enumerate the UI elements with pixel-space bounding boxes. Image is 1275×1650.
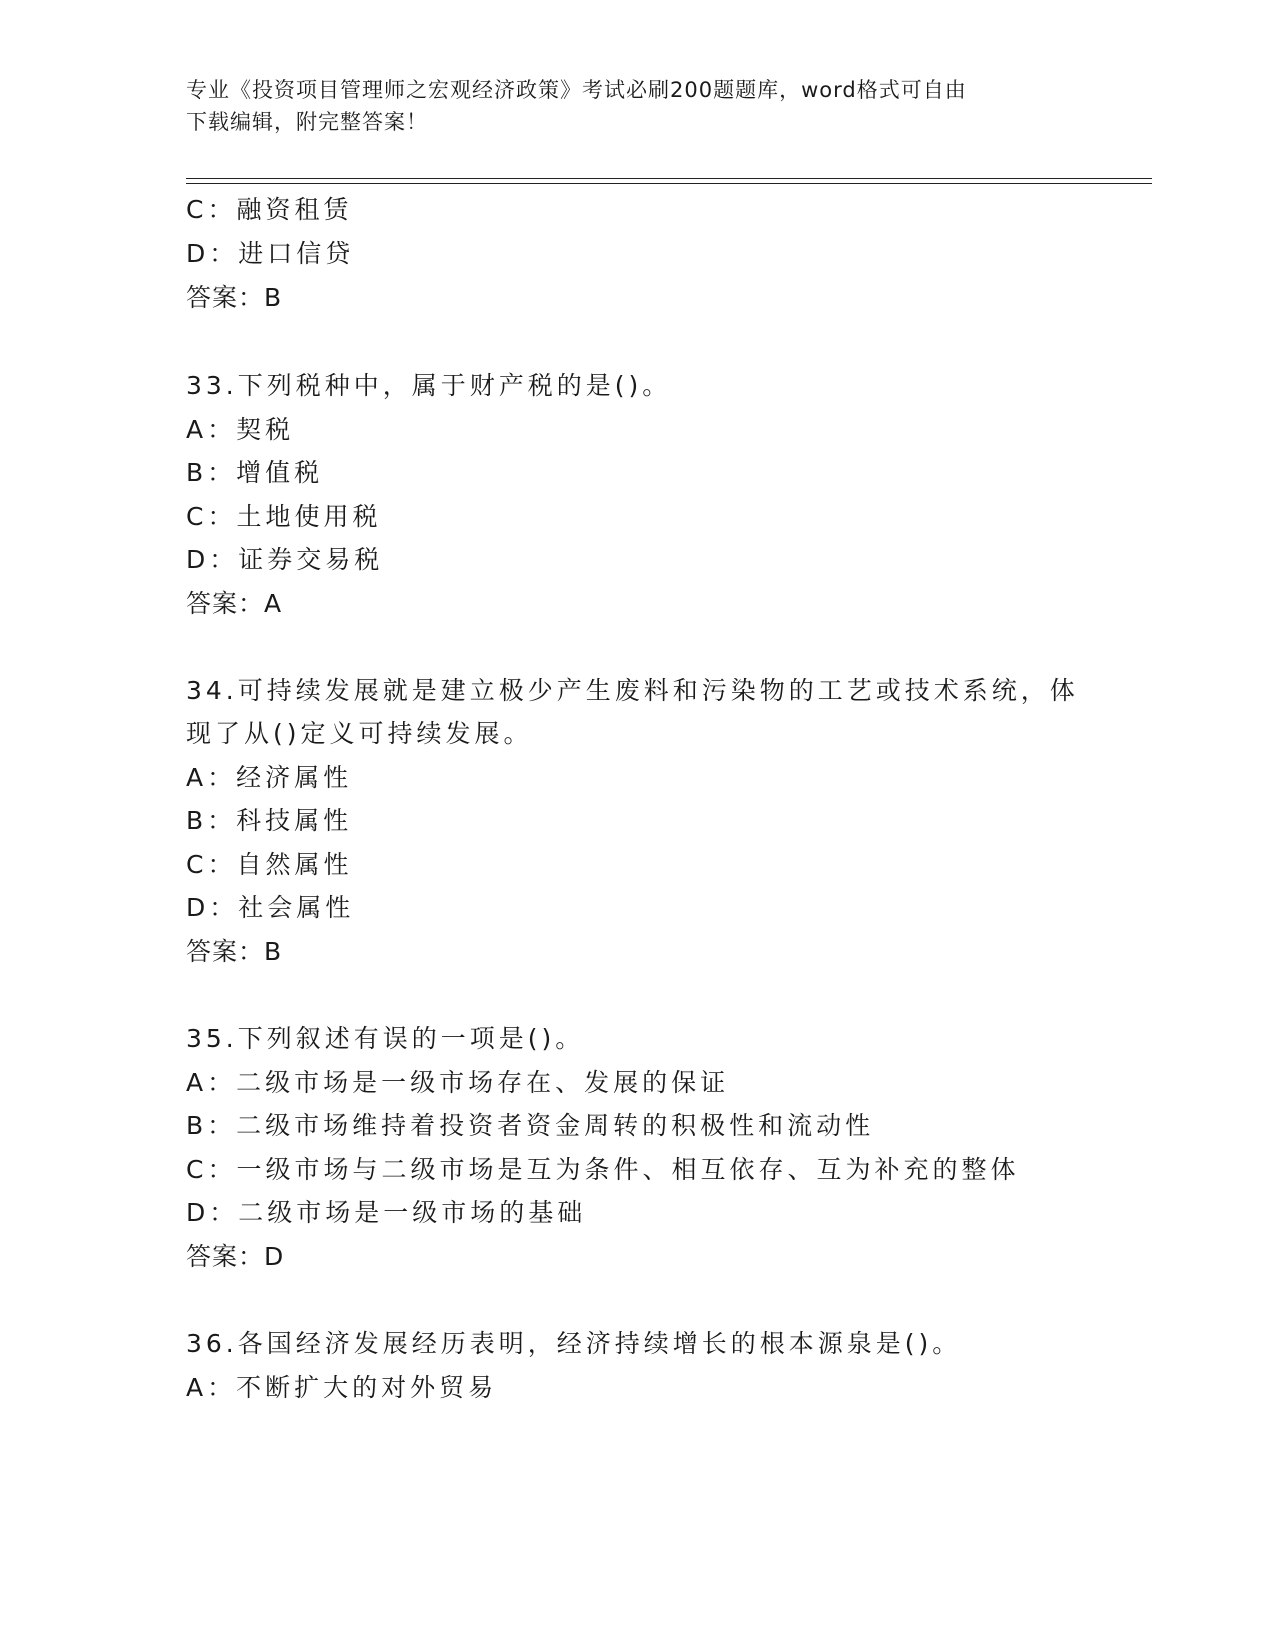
q33-option-b: B：增值税 xyxy=(186,458,324,487)
q35-option-c: C：一级市场与二级市场是互为条件、相互依存、互为补充的整体 xyxy=(186,1155,1020,1184)
q34-answer: 答案：B xyxy=(186,937,283,966)
q33-option-d: D：证券交易税 xyxy=(186,545,384,574)
q33-stem: 33.下列税种中，属于财产税的是()。 xyxy=(186,371,672,400)
q35-stem: 35.下列叙述有误的一项是()。 xyxy=(186,1024,585,1053)
q35-option-b: B：二级市场维持着投资者资金周转的积极性和流动性 xyxy=(186,1111,875,1140)
q36-stem: 36.各国经济发展经历表明，经济持续增长的根本源泉是()。 xyxy=(186,1329,962,1358)
header-divider-top xyxy=(186,178,1152,179)
q34-option-c: C：自然属性 xyxy=(186,850,353,879)
prev-option-c: C：融资租赁 xyxy=(186,195,353,224)
q33-option-a: A：契税 xyxy=(186,415,295,444)
prev-option-d: D：进口信贷 xyxy=(186,239,355,268)
q33-option-c: C：土地使用税 xyxy=(186,502,382,531)
q34-option-a: A：经济属性 xyxy=(186,763,353,792)
q35-option-d: D：二级市场是一级市场的基础 xyxy=(186,1198,587,1227)
q34-option-d: D：社会属性 xyxy=(186,893,355,922)
q34-stem-line-1: 34.可持续发展就是建立极少产生废料和污染物的工艺或技术系统，体 xyxy=(186,676,1079,705)
q34-option-b: B：科技属性 xyxy=(186,806,353,835)
header-line-2: 下载编辑，附完整答案！ xyxy=(186,110,428,134)
q35-answer: 答案：D xyxy=(186,1242,285,1271)
header-divider-bottom xyxy=(186,183,1152,184)
document-header xyxy=(186,74,1066,138)
q33-answer: 答案：A xyxy=(186,589,283,618)
q34-stem-line-2: 现了从()定义可持续发展。 xyxy=(186,719,533,748)
header-line-1: 专业《投资项目管理师之宏观经济政策》考试必刷200题题库，word格式可自由 xyxy=(186,78,967,102)
q36-option-a: A：不断扩大的对外贸易 xyxy=(186,1373,498,1402)
prev-answer: 答案：B xyxy=(186,283,283,312)
q35-option-a: A：二级市场是一级市场存在、发展的保证 xyxy=(186,1068,730,1097)
